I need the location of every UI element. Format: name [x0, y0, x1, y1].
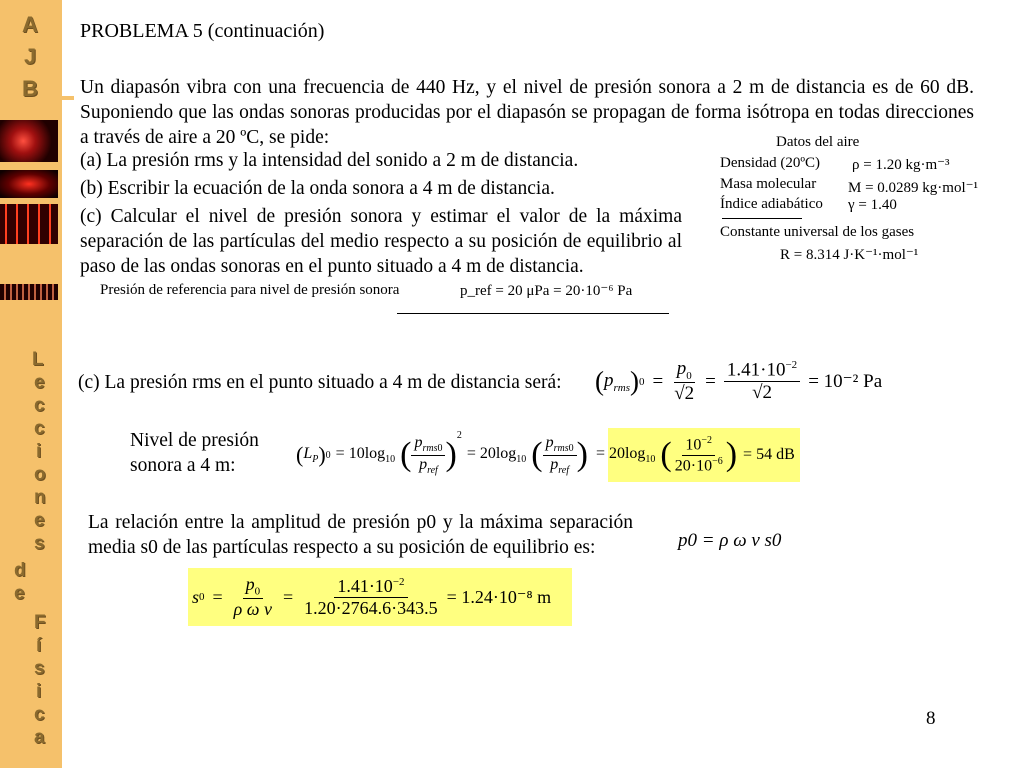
title-letter: F [34, 612, 46, 633]
laser-image-3 [0, 204, 58, 244]
level-formula: ( $L_P$ ) 0 = $10\log_{10}$ ( $\frac{p_{rms0}}{p_{ref}}$ ) $^2$ = $20\log_{10}$ ( $\frac{p_{rms0}}{p_{ref}}$ ) = $20\log_{10}$ ( $\frac{10^{-2}}{20\cdot 10^{-6}}$ ) = 54 dB [296, 430, 795, 476]
question-c: (c) Calcular el nivel de presión sonora y estimar el valor de la máxima separación de las partículas del medio respecto a su posición de equilibrio al paso de las ondas sonoras en el punto situado a 4 m de distancia. [80, 206, 682, 277]
logo-letter-a: A [22, 12, 38, 37]
molar-mass-value: M = 0.0289 kg·mol⁻¹ [848, 180, 979, 196]
title-letter: i [36, 441, 42, 462]
question-a: (a) La presión rms y la intensidad del sonido a 2 m de distancia. [80, 150, 579, 171]
reference-pressure-value: p_ref = 20 μPa = 20·10⁻⁶ Pa [460, 283, 633, 299]
title-letter: c [34, 418, 45, 439]
title-letter: a [34, 727, 45, 748]
problem-intro: Un diapasón vibra con una frecuencia de 440 Hz, y el nivel de presión sonora a 2 m de distancia es de 60 dB. Suponiendo que las ondas sonoras producidas por el diapasón se propagan de forma isótropa en todas direcciones a través de aire a 20 ºC, se pide: [80, 77, 974, 148]
sidebar [0, 0, 62, 768]
title-letter: s [34, 658, 45, 679]
title-letter: e [34, 510, 45, 531]
sidebar-tick [62, 96, 74, 100]
molar-mass-label: Masa molecular [720, 176, 817, 192]
relation-statement: La relación entre la amplitud de presión p0 y la máxima separación media s0 de las partículas respecto a su posición de equilibrio es: [88, 512, 633, 558]
title-letter: i [36, 681, 42, 702]
question-b: (b) Escribir la ecuación de la onda sonora a 4 m de distancia. [80, 178, 555, 199]
gas-constant-value: R = 8.314 J·K⁻¹·mol⁻¹ [780, 247, 919, 263]
page-title: PROBLEMA 5 (continuación) [80, 20, 325, 42]
s0-formula: s 0 = $\frac{p_0}{\text{ρ ω v}}$ = $\frac{1.41\cdot 10^{-2}}{1.20\cdot 2764.6\cdot 343.5}$ = 1.24·10⁻⁸ m [192, 574, 552, 620]
title-letter: e [34, 372, 45, 393]
laser-image-2 [0, 170, 58, 198]
title-letter: n [34, 487, 46, 508]
s0-result: = 1.24·10⁻⁸ m [446, 586, 552, 607]
title-letter: c [34, 395, 45, 416]
relation-formula: p0 = ρ ω v s0 [678, 530, 782, 551]
air-data-title: Datos del aire [776, 134, 860, 150]
level-result: = 54 dB [743, 446, 795, 463]
title-letter: í [36, 635, 42, 656]
logo-letter-b: B [22, 76, 38, 101]
title-letter: c [34, 704, 45, 725]
title-letter: d [14, 560, 26, 581]
gas-constant-label: Constante universal de los gases [720, 224, 915, 240]
level-label: Nivel de presión sonora a 4 m: [130, 430, 259, 476]
prms-result: = 10⁻² Pa [808, 371, 883, 393]
logo-letter-j: J [24, 44, 37, 69]
density-value: ρ = 1.20 kg·m⁻³ [852, 157, 950, 173]
air-data-divider [722, 218, 802, 219]
section-divider [397, 313, 669, 314]
density-label: Densidad (20ºC) [720, 155, 821, 171]
title-letter: L [32, 349, 44, 370]
reference-pressure-label: Presión de referencia para nivel de presión sonora [100, 282, 400, 298]
page-number: 8 [926, 708, 936, 729]
laser-image-4 [0, 284, 58, 300]
laser-image-1 [0, 120, 58, 162]
title-letter: s [34, 533, 45, 554]
title-letter: e [14, 583, 25, 604]
prms-formula: ( $p_{rms}$ ) 0 = $\frac{p_0}{√2}$ = $\frac{1.41\cdot 10^{-2}}{√2}$ = 10⁻² Pa [595, 358, 883, 405]
adiabatic-value: γ = 1.40 [848, 197, 897, 213]
adiabatic-label: Índice adiabático [720, 196, 823, 212]
title-letter: o [34, 464, 46, 485]
prms-statement: (c) La presión rms en el punto situado a 4 m de distancia será: [78, 372, 562, 393]
